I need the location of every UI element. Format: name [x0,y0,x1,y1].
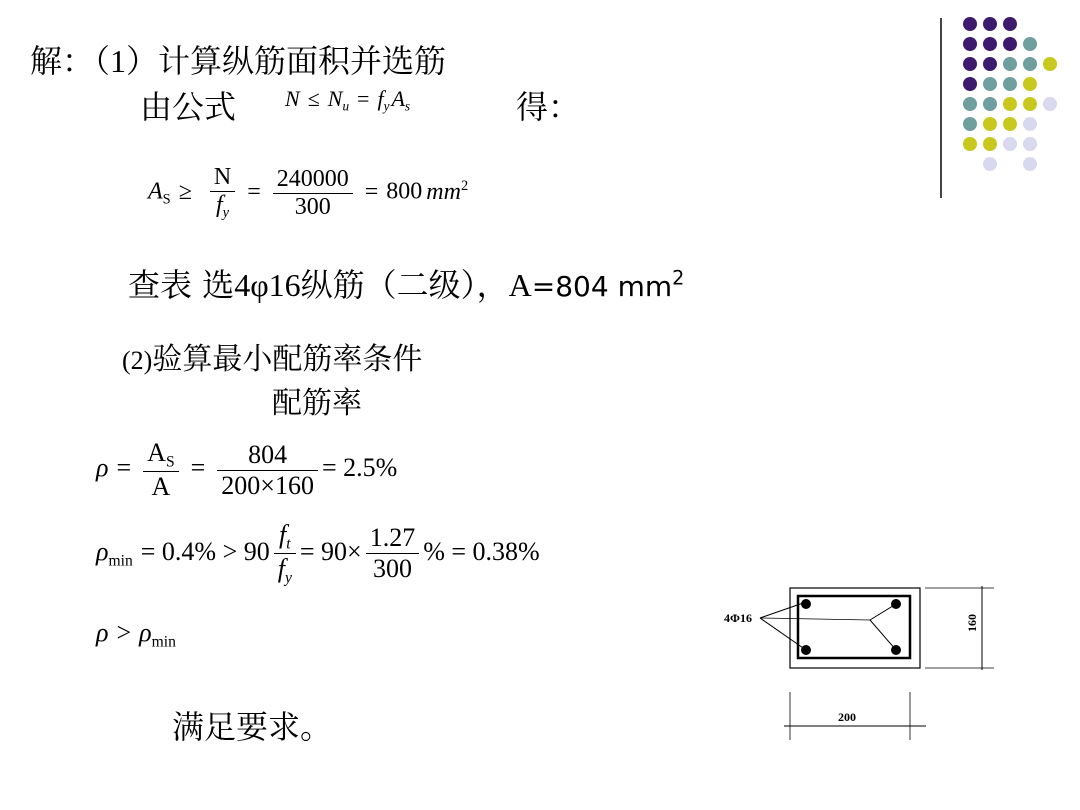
conclusion-text: 满足要求。 [172,708,333,746]
decorative-dot [1023,37,1037,51]
cross-section-diagram [720,580,1010,750]
decorative-dot [1043,97,1057,111]
step1-title: （1）计算纵筋面积并选筋 [94,43,447,79]
rebar-bottom-left [801,645,811,655]
decorative-dot [983,57,997,71]
decorative-dot [983,77,997,91]
decorative-dot [963,97,977,111]
outer-section [790,588,920,668]
rho-min-equation: $\rho_{min} = 0.4\% > 90$ $\frac{f_t}{f_y}$ = 90× $\frac{1.27}{300}$ % = 0.38% [96,520,540,587]
rebar-bottom-right [891,645,901,655]
decorative-dot [1023,137,1037,151]
formula-lead: 由公式 [140,89,237,125]
decorative-dot [983,97,997,111]
vertical-divider [940,18,942,198]
height-label: 160 [965,614,979,632]
rebar-top-right [891,599,901,609]
leader-line-right-bottom [870,620,896,650]
decorative-dot [1003,57,1017,71]
step2-line: (2)验算最小配筋率条件 [122,342,423,377]
decorative-dot [963,117,977,131]
decorative-dot [963,17,977,31]
formula-tail: 得： [516,89,581,125]
decorative-dot [1003,77,1017,91]
formula-2: $A_S$ ≥ $\frac{N}{f_y}$ = $\frac{240000}{300}$ = 800 $mm^2$ [148,164,469,222]
fraction-ft-over-fy: $\frac{f_t}{f_y}$ [274,520,296,588]
decorative-dot [1003,97,1017,111]
rho-compare: $\rho > \rho_{min}$ [96,618,176,651]
decorative-dot [963,57,977,71]
decorative-dot [1023,97,1037,111]
decorative-dot [983,37,997,51]
decorative-dot [1003,17,1017,31]
decorative-dot [1023,157,1037,171]
decorative-dot [1003,137,1017,151]
fraction-as-over-a: $\frac{A_S}{A}$ [143,438,178,502]
decorative-dot [983,17,997,31]
decorative-dot [1023,117,1037,131]
decorative-dot [1023,57,1037,71]
decorative-dot [983,117,997,131]
decorative-dot [1023,77,1037,91]
bar-label: 4Φ16 [724,611,752,625]
decorative-dot [1003,117,1017,131]
decorative-dot [983,137,997,151]
step2-subtitle: 配筋率 [272,386,362,421]
decorative-dot [963,77,977,91]
decorative-dot [1043,57,1057,71]
decorative-dot [963,37,977,51]
fraction-127-over-300: $\frac{1.27}{300}$ [366,523,420,584]
width-label: 200 [838,710,856,724]
formula-1: $N \le N_u = f_yA_s$ [285,86,411,114]
decorative-dot [963,137,977,151]
decorative-dot [1003,37,1017,51]
fraction-804: $\frac{804}{200\times 160}$ [217,440,318,501]
fraction-n-over-fy: $\frac{N}{f_y}$ [210,164,235,222]
decorative-dot [983,157,997,171]
leader-line-mid [760,618,870,620]
selection-line: 查表 选4φ16纵筋（二级），A=804 $mm^2$ [128,266,685,304]
heading-line [30,36,446,82]
rebar-top-left [801,599,811,609]
rho-equation: ρ = $\frac{A_S}{A}$ = $\frac{804}{200\times 160}$ = 2.5% [96,438,398,502]
fraction-240000-over-300: $\frac{240000}{300}$ [273,166,353,221]
solution-prefix: 解： [30,43,95,79]
